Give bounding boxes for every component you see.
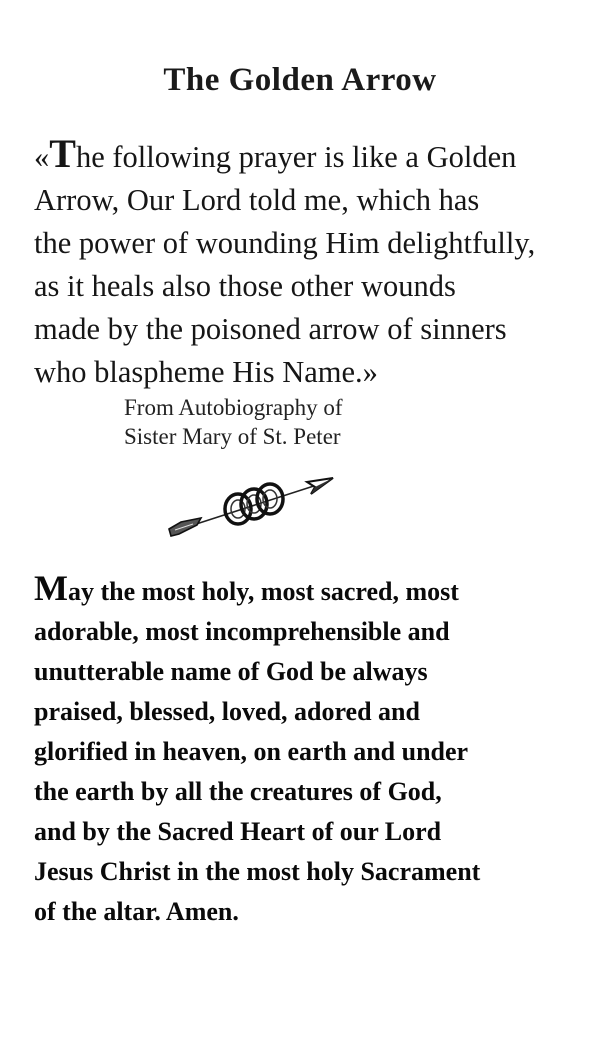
quote-line: made by the poisoned arrow of sinners	[34, 312, 507, 346]
prayer-line: and by the Sacred Heart of our Lord	[34, 817, 442, 846]
quote-line: Arrow, Our Lord told me, which has	[34, 183, 480, 217]
quote-drop-cap: T	[49, 131, 76, 176]
prayer-line: adorable, most incomprehensible and	[34, 617, 450, 646]
open-quote-mark: «	[34, 140, 50, 174]
prayer-text	[34, 570, 600, 932]
quote-line: who blaspheme His Name.»	[34, 355, 378, 389]
card-title: The Golden Arrow	[163, 62, 437, 98]
quote-line: as it heals also those other wounds	[34, 269, 456, 303]
prayer-line: the earth by all the creatures of God,	[34, 777, 442, 806]
arrow-through-rings-icon	[165, 472, 340, 542]
quote-line: «The following prayer is like a Golden	[34, 131, 517, 176]
prayer-line: May the most holy, most sacred, most	[34, 568, 459, 608]
quote-line: the power of wounding Him delightfully,	[34, 226, 536, 260]
source-line: From Autobiography of	[124, 395, 343, 420]
prayer-drop-cap: M	[34, 568, 68, 608]
prayer-line: Jesus Christ in the most holy Sacrament	[34, 857, 481, 886]
prayer-line: of the altar. Amen.	[34, 897, 239, 926]
prayer-line: unutterable name of God be always	[34, 657, 428, 686]
prayer-line: praised, blessed, loved, adored and	[34, 697, 420, 726]
prayer-line: glorified in heaven, on earth and under	[34, 737, 469, 766]
quote-block	[34, 131, 594, 394]
source-attribution	[124, 393, 343, 451]
source-line: Sister Mary of St. Peter	[124, 424, 341, 449]
